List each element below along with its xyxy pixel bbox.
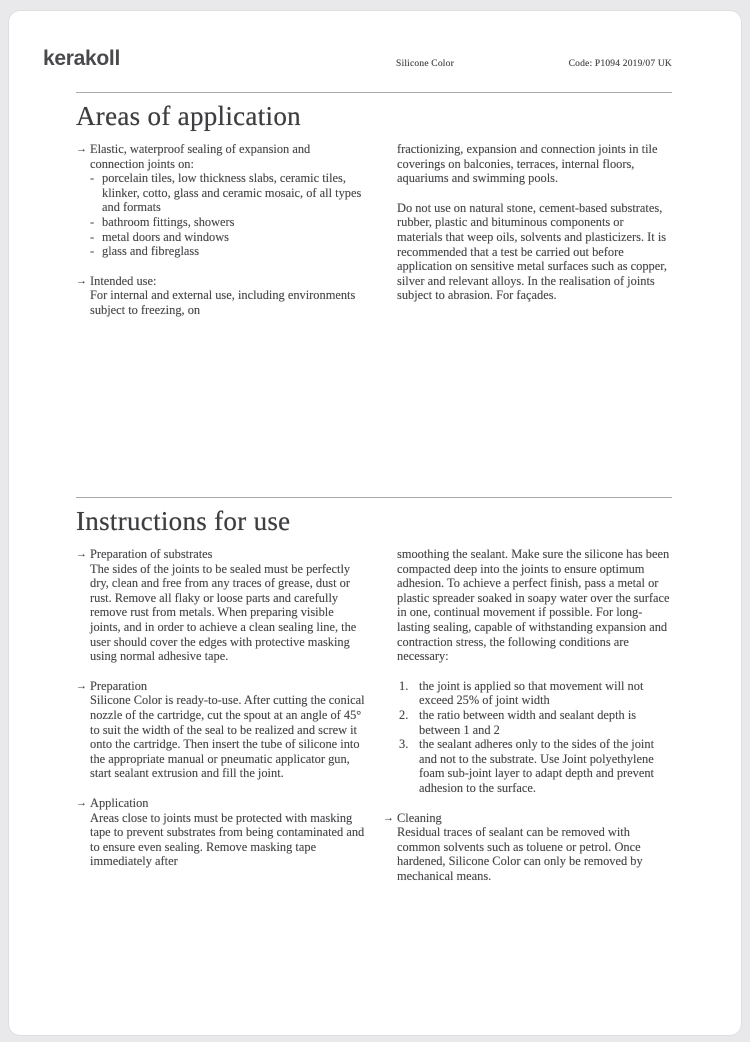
header-product-name: Silicone Color <box>396 59 454 69</box>
bullet-item <box>90 244 365 259</box>
bullet-text: bathroom fittings, showers <box>102 214 235 229</box>
item-body: Elastic, waterproof sealing of expansion and connection joints on: <box>90 142 311 171</box>
arrow-icon: → <box>383 811 394 824</box>
bullet-item <box>90 230 365 245</box>
section-instructions-for-use <box>76 497 672 883</box>
item-heading: Intended use: <box>90 273 157 288</box>
numbered-item-text: the ratio between width and sealant depth is between 1 and 2 <box>419 707 637 737</box>
dash-bullet-icon: - <box>90 171 95 186</box>
bullet-text: metal doors and windows <box>102 229 229 244</box>
numbered-item <box>397 708 672 737</box>
bullet-text: glass and fibreglass <box>102 244 200 259</box>
arrow-item <box>76 142 365 259</box>
item-body: Silicone Color is ready-to-use. After cutting the conical nozzle of the cartridge, cut the spout at an angle of 45° to suit the width of the seal to be realized and screw it onto the cartridge. Then insert the tube of silicone into the appropriate manual or pneumatic applicator gun, start sealant extrusion and fill the joint. <box>90 693 365 781</box>
right-column <box>383 142 672 318</box>
numbered-item <box>397 737 672 795</box>
section-areas-of-application <box>76 92 672 318</box>
arrow-icon: → <box>76 548 87 560</box>
numbered-item-text: the joint is applied so that movement will not exceed 25% of joint width <box>419 678 644 708</box>
left-column <box>76 142 365 318</box>
two-column-text <box>76 142 672 318</box>
paragraph: fractionizing, expansion and connection joints in tile coverings on balconies, terraces, internal floors, aquariums and swimming pools. <box>397 142 658 186</box>
arrow-icon: → <box>76 796 87 809</box>
numbered-item-text: the sealant adheres only to the sides of the joint and not to the substrate. Use Joint polyethylene foam sub-joint layer to adapt depth and prevent adhesion to the surface. <box>419 737 655 795</box>
arrow-icon: → <box>76 679 87 692</box>
paragraph: smoothing the sealant. Make sure the silicone has been compacted deep into the joints to ensure optimum adhesion. To achieve a perfect finish, pass a metal or plastic spreader soaked in soapy water over the surface in one, continual movement if possible. For long-lasting sealing, capable of withstanding expansion and contraction stress, the following conditions are necessary: <box>397 547 670 664</box>
bullet-item <box>90 215 365 230</box>
section-title: Areas of application <box>76 101 301 131</box>
item-heading: Application <box>90 795 149 810</box>
section-title: Instructions for use <box>76 506 291 536</box>
dash-bullet-icon: - <box>90 214 95 229</box>
document-page <box>8 10 742 1036</box>
arrow-icon: → <box>76 143 87 155</box>
item-heading: Preparation of substrates <box>90 547 213 561</box>
right-column <box>383 547 672 883</box>
section-divider <box>76 497 672 498</box>
arrow-item <box>383 811 672 884</box>
section-divider <box>76 92 672 93</box>
dash-bullet-icon: - <box>90 229 95 244</box>
paragraph: Do not use on natural stone, cement-based substrates, rubber, plastic and bituminous components or materials that weep oils, solvents and plasticizers. It is recommended that a test be carried out before application on sensitive metal surfaces such as copper, silver and relevant alloys. In the realisation of joints subject to abrasion. For façades. <box>397 200 667 303</box>
two-column-text <box>76 547 672 883</box>
numbered-list <box>383 679 672 796</box>
item-number: 1. <box>399 678 409 693</box>
bullet-text: porcelain tiles, low thickness slabs, ceramic tiles, klinker, cotto, glass and ceramic mosaic, of all types and formats <box>102 171 362 215</box>
arrow-item <box>76 679 365 781</box>
arrow-item <box>76 547 365 664</box>
item-heading: Cleaning <box>397 810 442 825</box>
item-body: For internal and external use, including environments subject to freezing, on <box>90 288 356 317</box>
item-body: Residual traces of sealant can be removed with common solvents such as toluene or petrol. Once hardened, Silicone Color can only be removed by mechanical means. <box>397 825 643 883</box>
header-document-code: Code: P1094 2019/07 UK <box>568 59 672 69</box>
bullet-item <box>90 171 365 215</box>
arrow-item <box>76 274 365 318</box>
dash-bullet-icon: - <box>90 244 95 259</box>
item-heading: Preparation <box>90 678 148 693</box>
arrow-icon: → <box>76 274 87 287</box>
arrow-item <box>76 796 365 869</box>
numbered-item <box>397 679 672 708</box>
item-number: 3. <box>399 737 409 752</box>
item-number: 2. <box>399 707 409 722</box>
item-body: Areas close to joints must be protected with masking tape to prevent substrates from being contaminated and to ensure even sealing. Remove masking tape immediately after <box>90 810 365 869</box>
left-column <box>76 547 365 883</box>
kerakoll-logo: kerakoll <box>43 47 120 70</box>
item-body: The sides of the joints to be sealed must be perfectly dry, clean and free from any traces of grease, dust or rust. Remove all flaky or loose parts and carefully remove rust from metals. When preparing visible joints, and in order to achieve a clean sealing line, the user should cover the edges with protective masking using normal adhesive tape. <box>90 561 357 664</box>
